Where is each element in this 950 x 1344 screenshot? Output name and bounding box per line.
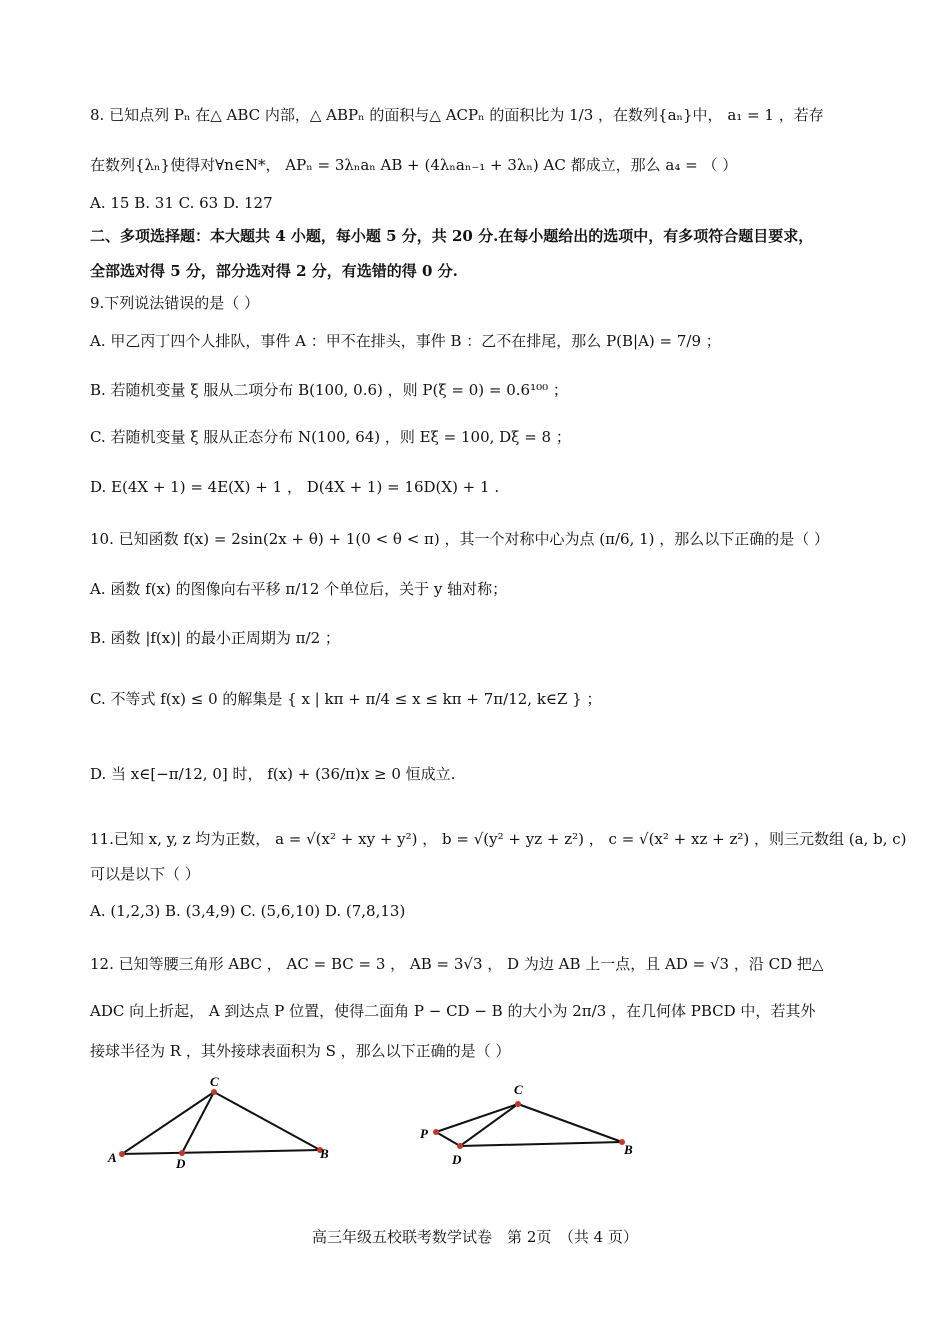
q9-option-b: B. 若随机变量 ξ 服从二项分布 B(100, 0.6) ，则 P(ξ = 0) = 0.6¹⁰⁰ ； <box>90 381 568 399</box>
fig1-point-a <box>119 1151 125 1157</box>
fig1-edge-ac <box>122 1092 214 1154</box>
q10-option-c: C. 不等式 f(x) ≤ 0 的解集是 { x | kπ + π/4 ≤ x ≤ kπ + 7π/12, k∈Z } ； <box>90 690 602 708</box>
fig2-edge-cd <box>460 1104 518 1146</box>
q11-stem-cont: 可以是以下（ ） <box>90 865 200 883</box>
q11-options: A. (1,2,3) B. (3,4,9) C. (5,6,10) D. (7,8,13) <box>90 902 406 920</box>
figure1-triangle-abc <box>107 1074 329 1171</box>
q8-line2: 在数列{λₙ}使得对∀n∈N*， APₙ = 3λₙaₙ AB + (4λₙaₙ₋₁ + 3λₙ) AC 都成立，那么 a₄ = （ ） <box>90 156 738 174</box>
q12-figures <box>90 1070 650 1184</box>
q12-figures-svg <box>90 1070 650 1180</box>
q8-options: A. 15 B. 31 C. 63 D. 127 <box>90 194 273 212</box>
fig2-label-b: B <box>624 1142 633 1157</box>
fig2-point-d <box>457 1143 463 1149</box>
fig1-label-c: C <box>210 1074 219 1089</box>
fig2-edge-db <box>460 1142 622 1146</box>
q10-stem: 10. 已知函数 f(x) = 2sin(2x + θ) + 1(0 < θ < π) ，其一个对称中心为点 (π/6, 1) ，那么以下正确的是（ ） <box>90 530 830 548</box>
fig2-edge-pc <box>436 1104 518 1132</box>
fig2-label-p: P <box>420 1126 428 1141</box>
fig1-edge-cd <box>182 1092 214 1153</box>
q10-option-d: D. 当 x∈[−π/12, 0] 时， f(x) + (36/π)x ≥ 0 恒成立. <box>90 765 456 783</box>
fig2-label-c: C <box>514 1082 523 1097</box>
q9-option-a: A. 甲乙丙丁四个人排队，事件 A ：甲不在排头，事件 B ：乙不在排尾，那么 P(B|A) = 7/9 ； <box>90 332 721 350</box>
q12-line2: ADC 向上折起， A 到达点 P 位置，使得二面角 P − CD − B 的大小为 2π/3 ，在几何体 PBCD 中，若其外 <box>90 1002 816 1020</box>
fig2-point-c <box>515 1101 521 1107</box>
fig2-point-p <box>433 1129 439 1135</box>
fig1-label-a: A <box>108 1150 117 1165</box>
q8-line1: 8. 已知点列 Pₙ 在△ ABC 内部，△ ABPₙ 的面积与△ ACPₙ 的面积比为 1/3 ，在数列{aₙ}中， a₁ = 1 ，若存 <box>90 106 824 124</box>
fig2-edge-pd <box>436 1132 460 1146</box>
fig1-label-d: D <box>176 1156 186 1171</box>
fig2-edge-cb <box>518 1104 622 1142</box>
fig1-label-b: B <box>320 1146 329 1161</box>
fig1-edge-cb <box>214 1092 320 1150</box>
fig2-label-d: D <box>452 1152 462 1167</box>
fig1-point-c <box>211 1089 217 1095</box>
q9-stem: 9.下列说法错误的是（ ） <box>90 294 260 312</box>
fig1-edge-ab <box>122 1150 320 1154</box>
page-footer: 高三年级五校联考数学试卷 第 2页 （共 4 页） <box>312 1228 638 1246</box>
q9-option-d: D. E(4X + 1) = 4E(X) + 1 ， D(4X + 1) = 16D(X) + 1 . <box>90 478 500 496</box>
q9-option-c: C. 若随机变量 ξ 服从正态分布 N(100, 64) ，则 Eξ = 100, Dξ = 8 ； <box>90 428 571 446</box>
figure2-solid-pbcd <box>420 1082 633 1167</box>
q12-line3: 接球半径为 R ，其外接球表面积为 S ，那么以下正确的是（ ） <box>90 1042 511 1060</box>
section2-heading-line1: 二、多项选择题：本大题共 4 小题，每小题 5 分，共 20 分.在每小题给出的选项中，有多项符合题目要求， <box>90 227 814 245</box>
q10-option-b: B. 函数 |f(x)| 的最小正周期为 π/2 ； <box>90 629 340 647</box>
q10-option-a: A. 函数 f(x) 的图像向右平移 π/12 个单位后，关于 y 轴对称； <box>90 580 508 598</box>
section2-heading-line2: 全部选对得 5 分，部分选对得 2 分，有选错的得 0 分. <box>90 262 458 280</box>
q12-line1: 12. 已知等腰三角形 ABC ， AC = BC = 3 ， AB = 3√3 ， D 为边 AB 上一点，且 AD = √3 ，沿 CD 把△ <box>90 955 824 973</box>
q11-stem: 11.已知 x, y, z 均为正数， a = √(x² + xy + y²) ， b = √(y² + yz + z²) ， c = √(x² + xz + z²) ，则三元数组 (a, b, c) <box>90 830 907 848</box>
